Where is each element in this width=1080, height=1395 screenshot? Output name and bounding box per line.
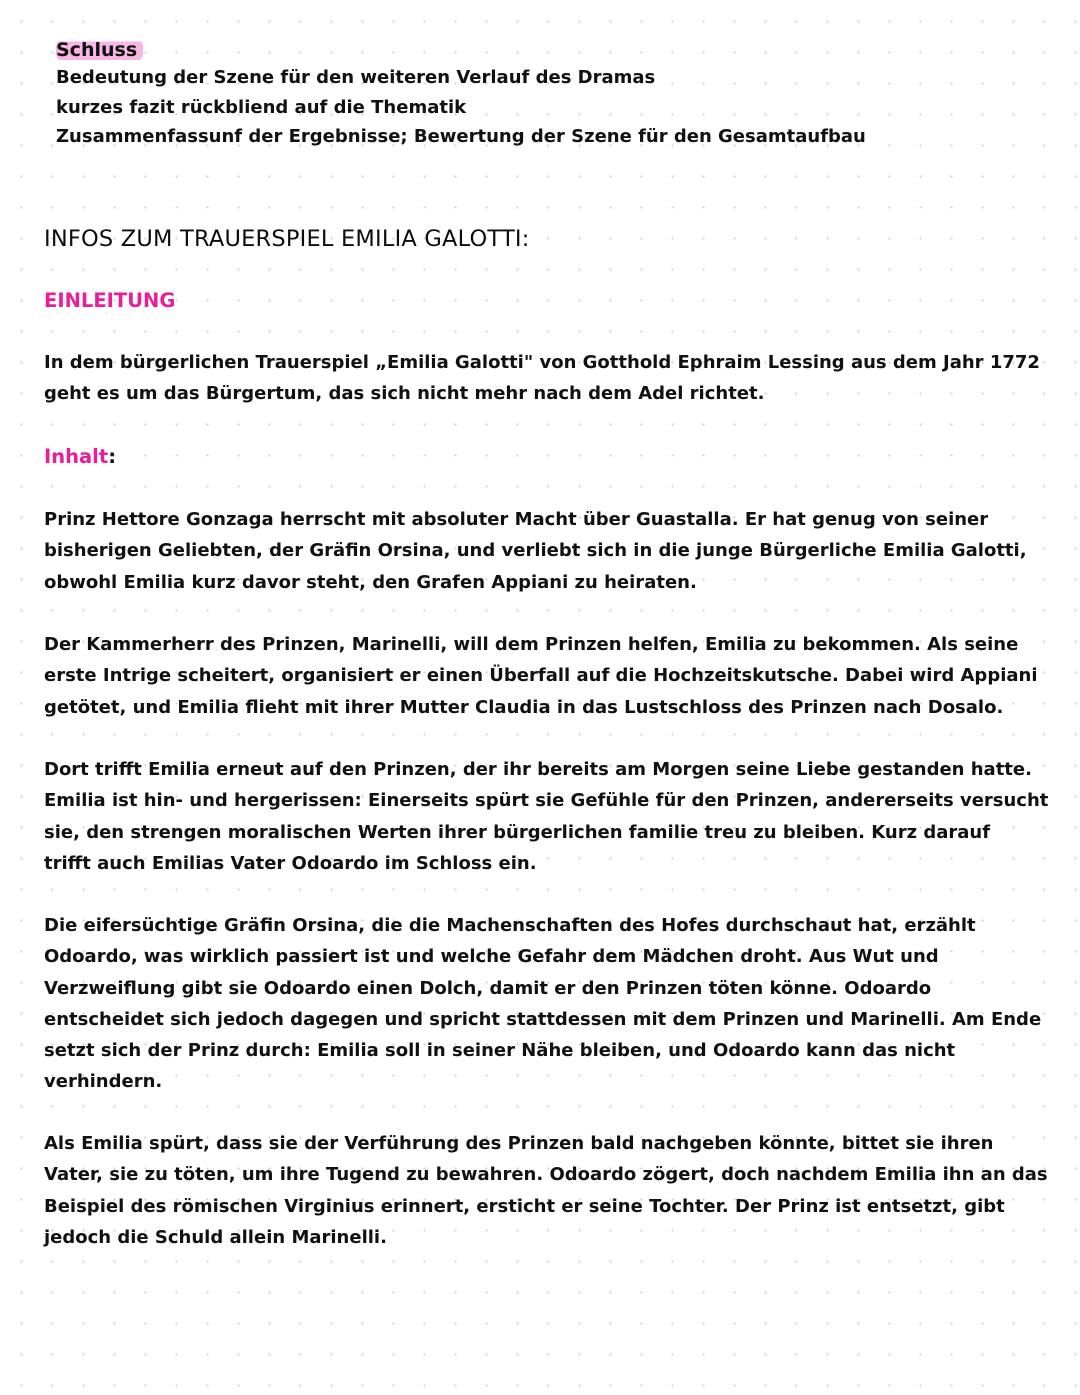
paragraph-line: Als Emilia spürt, dass sie der Verführung des Prinzen bald nachgeben könnte, bittet sie ihren: [44, 1133, 994, 1154]
paragraph-line: In dem bürgerlichen Trauerspiel „Emilia Galotti" von Gotthold Ephraim Lessing aus dem Jahr 1772: [44, 352, 1040, 373]
schluss-line: Bedeutung der Szene für den weiteren Verlauf des Dramas: [56, 67, 656, 88]
inhalt-label-colon: :: [108, 445, 116, 468]
inhalt-paragraph-1: [44, 504, 1044, 598]
paragraph-line: Odoardo, was wirklich passiert ist und welche Gefahr dem Mädchen droht. Aus Wut und: [44, 946, 939, 968]
paragraph-line: Vater, sie zu töten, um ihre Tugend zu bewahren. Odoardo zögert, doch nachdem Emilia ihn an das: [44, 1164, 1048, 1186]
paragraph-line: obwohl Emilia kurz davor steht, den Grafen Appiani zu heiraten.: [44, 571, 697, 593]
paragraph-line: sie, den strengen moralischen Werten ihrer bürgerlichen familie treu zu bleiben. Kurz darauf: [44, 821, 991, 843]
paragraph-line: Die eifersüchtige Gräfin Orsina, die die Machenschaften des Hofes durchschaut hat, erzählt: [44, 915, 976, 936]
inhalt-paragraph-5: [44, 1128, 1048, 1253]
schluss-title: Schluss: [56, 37, 143, 63]
paragraph-line: erste Intrige scheitert, organisiert er einen Überfall auf die Hochzeitskutsche. Dabei wird Appiani: [44, 665, 1038, 687]
paragraph-line: Emilia ist hin- und hergerissen: Einerseits spürt sie Gefühle für den Prinzen, andererseits versucht: [44, 790, 1049, 812]
paragraph-line: getötet, und Emilia flieht mit ihrer Mutter Claudia in das Lustschloss des Prinzen nach Dosalo.: [44, 696, 1004, 718]
inhalt-label: [44, 442, 116, 472]
inhalt-paragraph-3: [44, 754, 1049, 879]
paragraph-line: verhindern.: [44, 1071, 163, 1093]
paragraph-line: Beispiel des römischen Virginius erinnert, ersticht er seine Tochter. Der Prinz ist entsetzt, gibt: [44, 1195, 1005, 1217]
paragraph-line: bisherigen Geliebten, der Gräfin Orsina, und verliebt sich in die junge Bürgerliche Emilia Galotti,: [44, 540, 1027, 562]
schluss-section: [56, 37, 956, 152]
paragraph-line: Dort trifft Emilia erneut auf den Prinzen, der ihr bereits am Morgen seine Liebe gestanden hatte.: [44, 759, 1032, 780]
schluss-line: Zusammenfassunf der Ergebnisse; Bewertung der Szene für den Gesamtaufbau: [56, 126, 866, 147]
paragraph-line: setzt sich der Prinz durch: Emilia soll in seiner Nähe bleiben, und Odoardo kann das nicht: [44, 1040, 956, 1062]
paragraph-line: jedoch die Schuld allein Marinelli.: [44, 1226, 387, 1248]
paragraph-line: Verzweiflung gibt sie Odoardo einen Dolch, damit er den Prinzen töten könne. Odoardo: [44, 977, 932, 999]
paragraph-line: Der Kammerherr des Prinzen, Marinelli, will dem Prinzen helfen, Emilia zu bekommen. Als seine: [44, 634, 1019, 655]
einleitung-label: EINLEITUNG: [44, 289, 176, 312]
paragraph-line: trifft auch Emilias Vater Odoardo im Schloss ein.: [44, 852, 537, 874]
einleitung-paragraph: [44, 347, 1044, 410]
paragraph-line: Prinz Hettore Gonzaga herrscht mit absoluter Macht über Guastalla. Er hat genug von seiner: [44, 509, 989, 530]
paragraph-line: entscheidet sich jedoch dagegen und spricht stattdessen mit dem Prinzen und Marinelli. Am Ende: [44, 1008, 1042, 1030]
inhalt-label-text: Inhalt: [44, 445, 109, 468]
inhalt-paragraph-2: [44, 629, 1044, 723]
paragraph-line: geht es um das Bürgertum, das sich nicht mehr nach dem Adel richtet.: [44, 383, 765, 405]
page-heading: INFOS ZUM TRAUERSPIEL EMILIA GALOTTI:: [44, 226, 530, 252]
schluss-line: kurzes fazit rückbliend auf die Thematik: [56, 96, 467, 118]
inhalt-paragraph-4: [44, 910, 1044, 1098]
